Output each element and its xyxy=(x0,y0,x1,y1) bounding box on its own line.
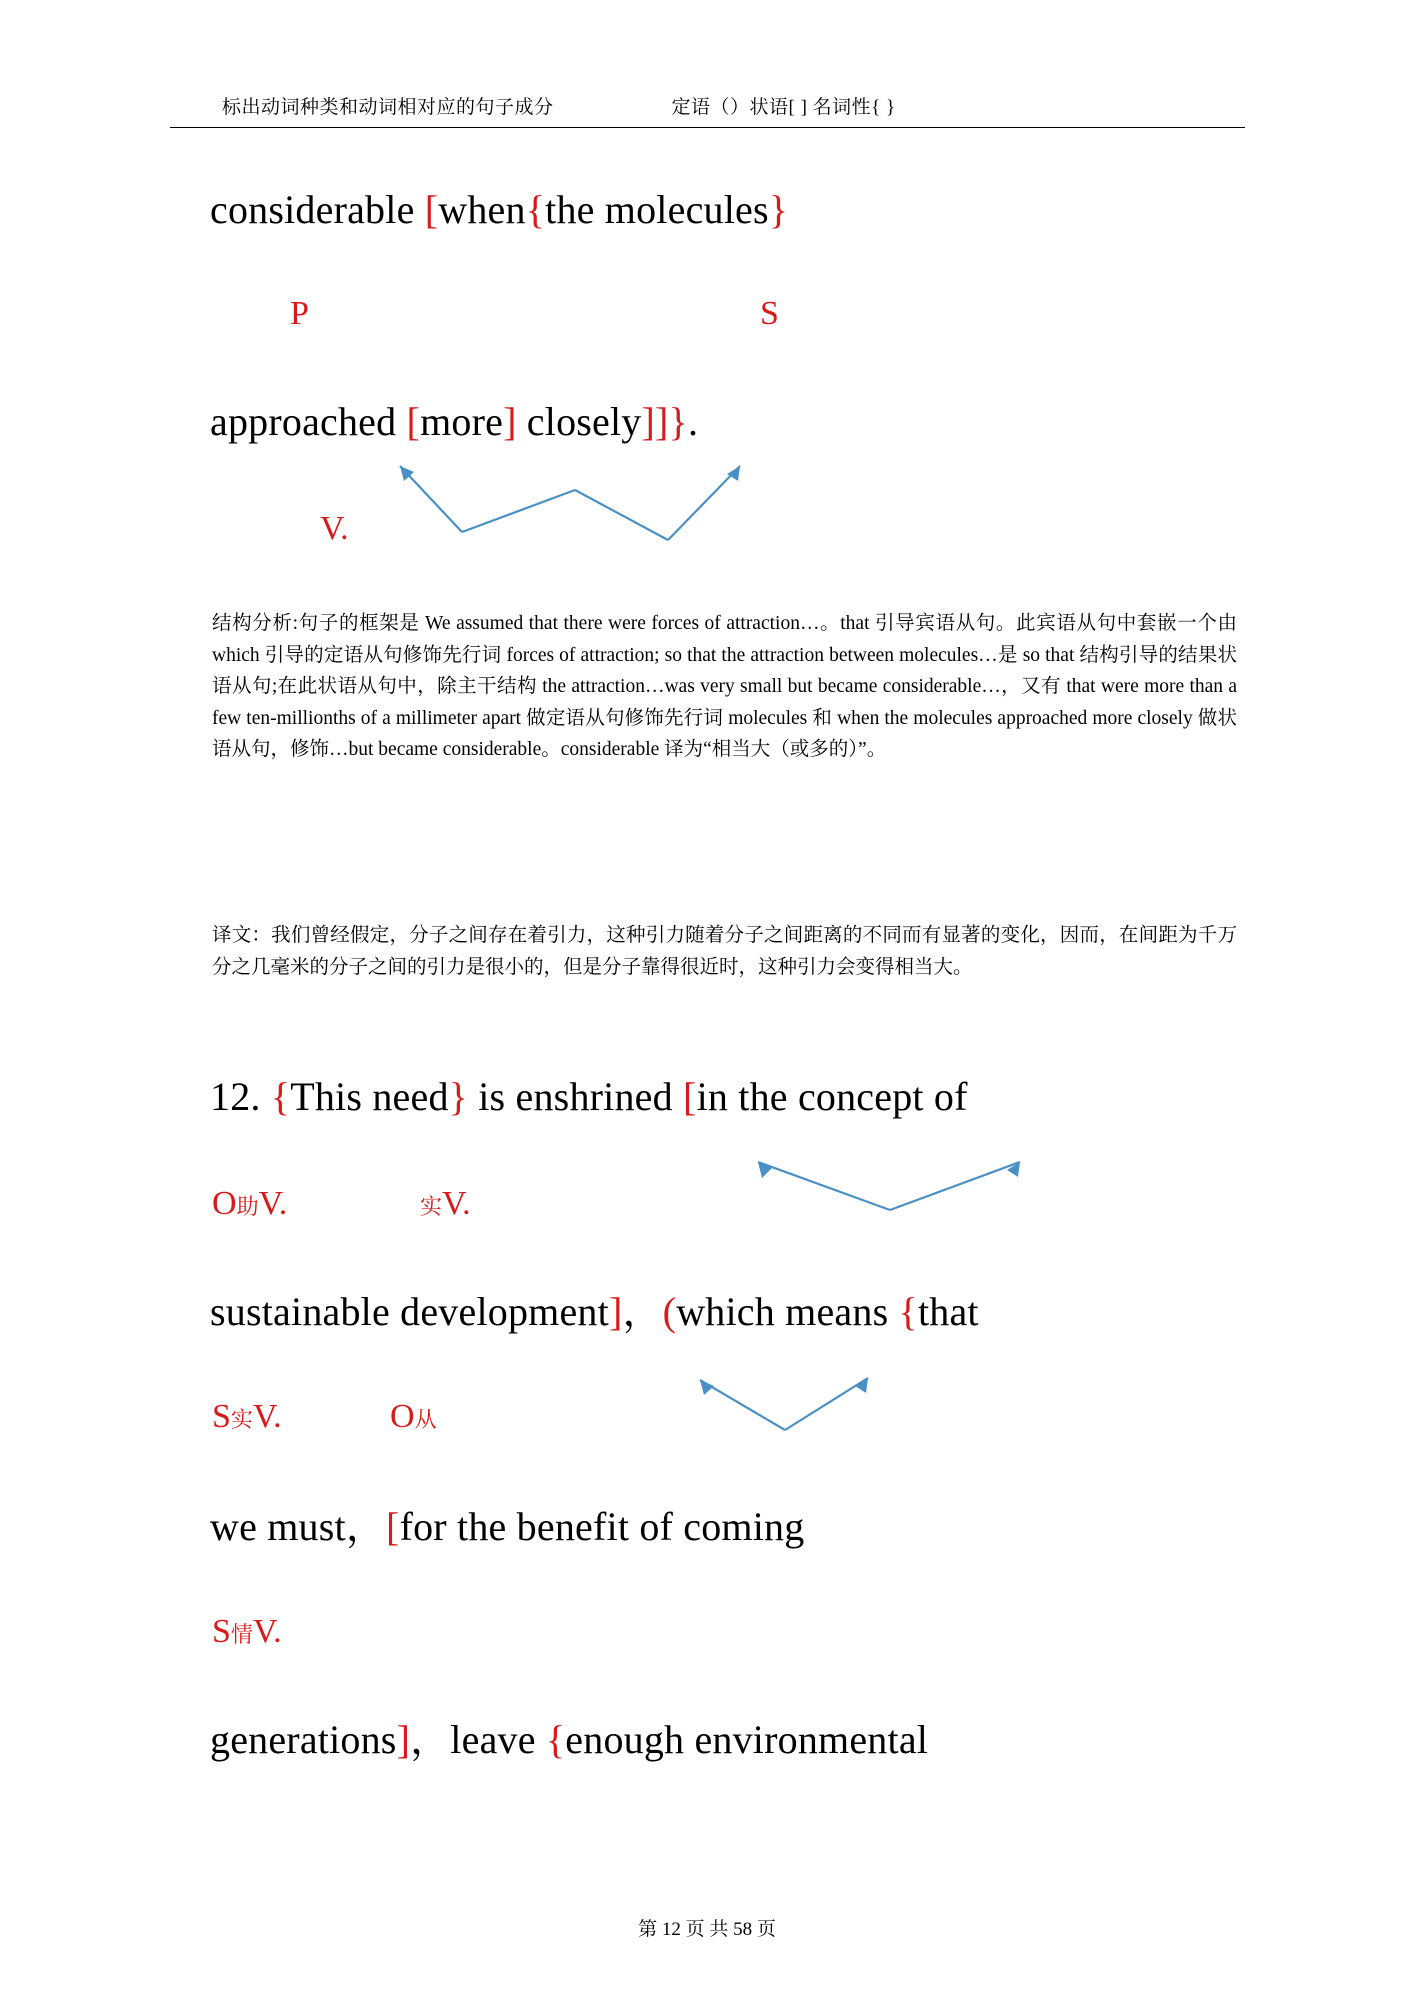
label-s-1 xyxy=(760,295,779,333)
seg-4-3: ， xyxy=(622,1289,663,1334)
label-s-2-cn: 实 xyxy=(230,1407,253,1432)
seg-5-1: we must， xyxy=(210,1504,387,1549)
header-left-text: 标出动词种类和动词相对应的句子成分 xyxy=(222,97,554,118)
seg-1-6: } xyxy=(768,187,789,232)
sentence-line-3 xyxy=(210,1075,968,1119)
seg-6-1: generations xyxy=(210,1717,397,1762)
label-o-cn: 助 xyxy=(236,1194,259,1219)
seg-3-1: 12. xyxy=(210,1074,271,1119)
label-o-cong xyxy=(390,1398,437,1436)
label-s-qing-v xyxy=(212,1613,282,1651)
header-right-legend: 定语（）状语[ ] 名词性{ } xyxy=(671,97,896,118)
label-s-shi-v xyxy=(212,1398,282,1436)
label-shi-1-cn: 实 xyxy=(420,1194,443,1219)
seg-2-3: more xyxy=(420,399,504,444)
seg-2-4: ] xyxy=(503,399,517,444)
structure-analysis-paragraph: 结构分析:句子的框架是 We assumed that there were forces of attraction…。that 引导宾语从句。此宾语从句中套嵌一个由 which 引导的定语从句修饰先行词 forces of attraction; so that the attraction between molecules…是 so that 结构引导的结果状语从句;在此状语从句中，除主干结构 the attraction…was very small but became considerable…，又有 that were more than a few ten-millionths of a millimeter apart 做定语从句修饰先行词 molecules 和 when the molecules approached more closely 做状语从句，修饰…but became considerable。considerable 译为“相当大（或多的）”。 xyxy=(212,613,1237,761)
header-divider xyxy=(170,127,1245,128)
label-s-2-main: S xyxy=(212,1398,231,1435)
page-footer: 第 12 页 共 58 页 xyxy=(638,1919,776,1940)
seg-3-3: This need xyxy=(290,1074,449,1119)
label-o-2-main: O xyxy=(390,1398,415,1435)
seg-6-5: enough environmental xyxy=(565,1717,929,1762)
label-o-2-cn: 从 xyxy=(414,1407,437,1432)
seg-4-5: which means xyxy=(676,1289,899,1334)
seg-6-2: ] xyxy=(396,1717,411,1762)
sentence-line-2 xyxy=(210,400,698,444)
translation-paragraph: 译文：我们曾经假定，分子之间存在着引力，这种引力随着分子之间距离的不同而有显著的变化，因而，在间距为千万分之几毫米的分子之间的引力是很小的，但是分子靠得很近时，这种引力会变得相当大。 xyxy=(212,925,1237,978)
seg-3-4: } xyxy=(448,1074,469,1119)
label-s-2-tail: V. xyxy=(252,1398,282,1435)
label-s-3-cn: 情 xyxy=(230,1622,253,1647)
label-shi-1-tail: V. xyxy=(442,1185,471,1222)
seg-1-3: when xyxy=(438,187,526,232)
seg-4-6: { xyxy=(898,1289,918,1334)
seg-2-6: ]]} xyxy=(641,399,688,444)
seg-1-2: [ xyxy=(424,187,439,232)
sentence-line-6 xyxy=(210,1718,928,1762)
sentence-line-1 xyxy=(210,188,788,232)
label-v-1 xyxy=(320,510,349,548)
seg-3-6: [ xyxy=(683,1074,697,1119)
seg-2-7: . xyxy=(687,399,699,444)
seg-1-5: the molecules xyxy=(545,187,769,232)
seg-4-2: ] xyxy=(608,1289,623,1334)
label-p xyxy=(290,295,309,333)
seg-2-1: approached xyxy=(210,399,407,444)
label-shi-v-1 xyxy=(420,1185,471,1223)
seg-5-3: for the benefit of coming xyxy=(399,1504,805,1549)
sentence-line-4 xyxy=(210,1290,979,1334)
page-header xyxy=(222,92,1222,119)
seg-6-3: ，leave xyxy=(410,1717,546,1762)
label-s-3-main: S xyxy=(212,1613,231,1650)
label-v-1-main: V. xyxy=(320,510,349,547)
seg-3-5: is enshrined xyxy=(468,1074,684,1119)
seg-2-5: closely xyxy=(516,399,642,444)
label-o-aux-v xyxy=(212,1185,287,1223)
label-s-3-tail: V. xyxy=(252,1613,282,1650)
seg-4-7: that xyxy=(917,1289,979,1334)
label-p-main: P xyxy=(290,295,309,332)
label-s-1-main: S xyxy=(760,295,779,332)
seg-3-2: { xyxy=(270,1074,291,1119)
sentence-line-5 xyxy=(210,1505,804,1549)
label-o-main: O xyxy=(212,1185,237,1222)
seg-4-1: sustainable development xyxy=(210,1289,609,1334)
seg-2-2: [ xyxy=(406,399,421,444)
label-o-tail: V. xyxy=(258,1185,288,1222)
seg-1-4: { xyxy=(525,187,546,232)
seg-4-4: ( xyxy=(662,1289,677,1334)
seg-5-2: [ xyxy=(386,1504,400,1549)
seg-6-4: { xyxy=(545,1717,566,1762)
seg-1-1: considerable xyxy=(210,187,425,232)
seg-3-7: in the concept of xyxy=(696,1074,968,1119)
